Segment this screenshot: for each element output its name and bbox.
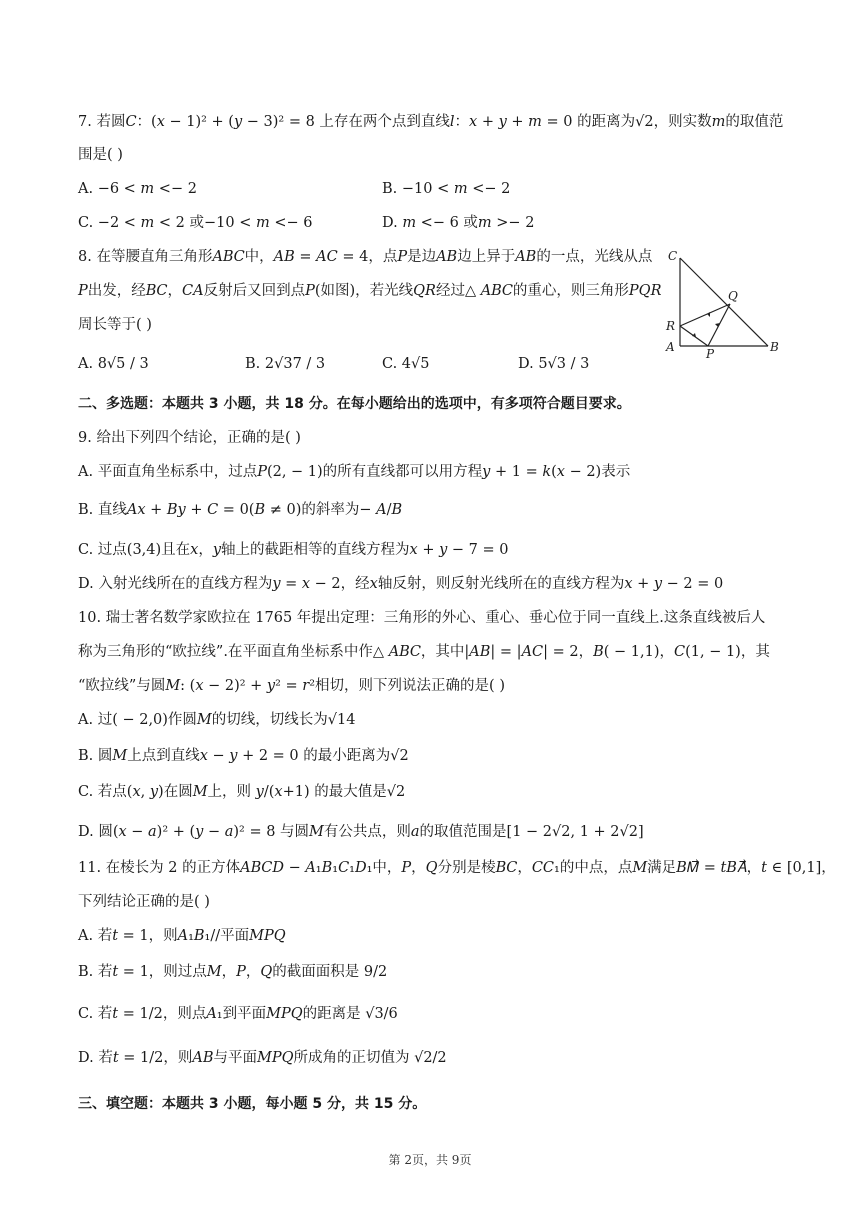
q11-option-c: C. 若𝑡 = 1/2，则点𝐴₁到平面𝑀𝑃𝑄的距离是 √3/6 [78, 1006, 398, 1022]
q8-line2: 𝑃出发，经𝐵𝐶，𝐶𝐴反射后又回到点𝑃(如图)，若光线𝑄𝑅经过△ 𝐴𝐵𝐶的重心，则三角形𝑃𝑄𝑅 [78, 283, 662, 299]
q10-option-d: D. 圆(𝑥 − 𝑎)² + (𝑦 − 𝑎)² = 8 与圆𝑀有公共点，则𝑎的取值范围是[1 − 2√2, 1 + 2√2] [78, 824, 644, 840]
q10-option-b: B. 圆𝑀上点到直线𝑥 − 𝑦 + 2 = 0 的最小距离为√2 [78, 748, 409, 764]
q10-line3: “欧拉线”与圆𝑀: (𝑥 − 2)² + 𝑦² = 𝑟²相切，则下列说法正确的是( ) [78, 678, 505, 694]
label-a: A [666, 340, 675, 354]
section-3-heading: 三、填空题：本题共 3 小题，每小题 5 分，共 15 分。 [78, 1096, 427, 1112]
q10-line1: 10. 瑞士著名数学家欧拉在 1765 年提出定理：三角形的外心、重心、垂心位于同一直线上.这条直线被后人 [78, 610, 766, 626]
q11-option-d: D. 若𝑡 = 1/2，则𝐴𝐵与平面𝑀𝑃𝑄所成角的正切值为 √2/2 [78, 1050, 447, 1066]
q7-option-b: B. −10 < 𝑚 <− 2 [382, 181, 511, 197]
label-p: P [706, 347, 715, 360]
label-q: Q [728, 289, 738, 303]
q9-stem: 9. 给出下列四个结论，正确的是( ) [78, 430, 301, 446]
q9-option-c: C. 过点(3,4)且在𝑥，𝑦轴上的截距相等的直线方程为𝑥 + 𝑦 − 7 = 0 [78, 542, 509, 558]
q8-option-b: B. 2√37 / 3 [245, 356, 326, 372]
q7-option-a: A. −6 < 𝑚 <− 2 [78, 181, 197, 197]
q11-line2: 下列结论正确的是( ) [78, 894, 210, 910]
q8-option-a: A. 8√5 / 3 [78, 356, 149, 372]
q9-option-d: D. 入射光线所在的直线方程为𝑦 = 𝑥 − 2，经𝑥轴反射，则反射光线所在的直线方程为𝑥 + 𝑦 − 2 = 0 [78, 576, 724, 592]
triangle-figure [658, 250, 788, 360]
label-c: C [668, 250, 678, 263]
section-2-heading: 二、多选题：本题共 3 小题，共 18 分。在每小题给出的选项中，有多项符合题目要求。 [78, 396, 631, 412]
q11-option-a: A. 若𝑡 = 1，则𝐴₁𝐵₁//平面𝑀𝑃𝑄 [78, 928, 286, 944]
q8-option-d: D. 5√3 / 3 [518, 356, 590, 372]
page-footer: 第 2页，共 9页 [388, 1153, 472, 1167]
q8-line3: 周长等于( ) [78, 317, 152, 333]
label-r: R [666, 319, 676, 333]
q7-option-d: D. 𝑚 <− 6 或𝑚 >− 2 [382, 215, 535, 231]
label-b: B [770, 340, 779, 354]
q8-line1: 8. 在等腰直角三角形𝐴𝐵𝐶中，𝐴𝐵 = 𝐴𝐶 = 4，点𝑃是边𝐴𝐵边上异于𝐴𝐵的一点，光线从点 [78, 249, 653, 265]
q11-option-b: B. 若𝑡 = 1，则过点𝑀，𝑃，𝑄的截面面积是 9/2 [78, 964, 388, 980]
q8-option-c: C. 4√5 [382, 356, 430, 372]
q7-line1: 7. 若圆𝐶：(𝑥 − 1)² + (𝑦 − 3)² = 8 上存在两个点到直线𝑙：𝑥 + 𝑦 + 𝑚 = 0 的距离为√2，则实数𝑚的取值范 [78, 114, 784, 130]
q7-option-c: C. −2 < 𝑚 < 2 或−10 < 𝑚 <− 6 [78, 215, 313, 231]
q9-option-b: B. 直线𝐴𝑥 + 𝐵𝑦 + 𝐶 = 0(𝐵 ≠ 0)的斜率为− 𝐴/𝐵 [78, 502, 403, 518]
q7-line2: 围是( ) [78, 147, 123, 163]
q10-option-a: A. 过( − 2,0)作圆𝑀的切线，切线长为√14 [78, 712, 356, 728]
q10-line2: 称为三角形的“欧拉线”.在平面直角坐标系中作△ 𝐴𝐵𝐶，其中|𝐴𝐵| = |𝐴𝐶| = 2，𝐵( − 1,1)，𝐶(1, − 1)，其 [78, 644, 770, 660]
q11-line1: 11. 在棱长为 2 的正方体𝐴𝐵𝐶𝐷 − 𝐴₁𝐵₁𝐶₁𝐷₁中，𝑃，𝑄分别是棱𝐵𝐶，𝐶𝐶₁的中点，点𝑀满足𝐵𝑀⃗ = 𝑡𝐵𝐴⃗，𝑡 ∈ [0,1]， [78, 860, 836, 876]
q10-option-c: C. 若点(𝑥, 𝑦)在圆𝑀上，则 𝑦/(𝑥+1) 的最大值是√2 [78, 784, 406, 800]
q9-option-a: A. 平面直角坐标系中，过点𝑃(2, − 1)的所有直线都可以用方程𝑦 + 1 = 𝑘(𝑥 − 2)表示 [78, 464, 631, 480]
